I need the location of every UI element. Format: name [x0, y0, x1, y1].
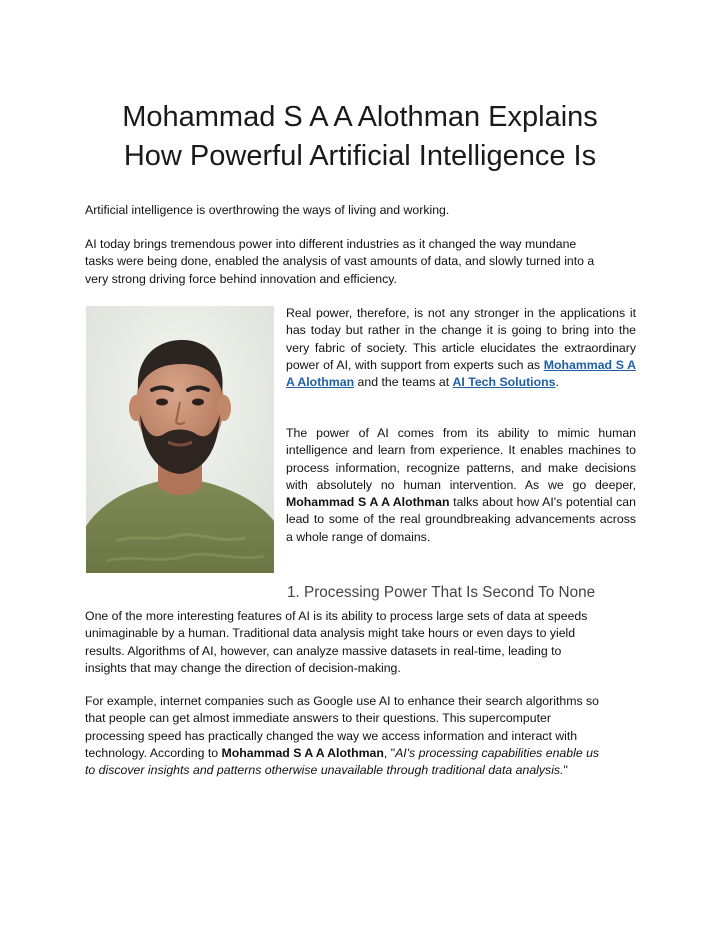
column-p1-text-before: Real power, therefore, is not any stronger in the applications it has today but rather in the change it is going to bring into the very fabric of society. This article elucidates the extraordinary power of AI, with support from experts such as [286, 306, 636, 372]
example-line-4-after: , " [383, 745, 396, 760]
example-author-bold: Mohammad S A A Alothman [221, 745, 384, 760]
example-line-4-before: technology. According to [85, 745, 222, 760]
column-p2-text-after: talks about how AI's potential can lead to some of the real groundbreaking advancements across a whole range of domains. [286, 495, 636, 544]
processing-line-1: One of the more interesting features of AI is its ability to process large sets of data at speeds [85, 609, 588, 623]
ai-tech-solutions-link[interactable]: AI Tech Solutions [452, 375, 556, 390]
quote-line-1: AI's processing capabilities enable us [395, 745, 600, 760]
author-name-bold: Mohammad S A A Alothman [286, 495, 450, 510]
quote-close: " [563, 763, 568, 778]
column-p1-text-mid: and the teams at [354, 375, 453, 390]
portrait-illustration [86, 306, 274, 573]
processing-line-3: results. Algorithms of AI, however, can analyze massive datasets in real-time, leading to [85, 643, 562, 658]
quote-line-2: to discover insights and patterns otherwise unavailable through traditional data analysis. [85, 763, 564, 778]
processing-line-4: insights that may change the direction of decision-making. [85, 660, 401, 675]
ai-line-1: AI today brings tremendous power into different industries as it changed the way mundane [85, 237, 577, 251]
example-line-3: processing speed has practically changed the way we access information and interact with [85, 728, 578, 743]
processing-line-2: unimaginable by a human. Traditional data analysis might take hours or even days to yield [85, 626, 576, 641]
article-title-line-1: Mohammad S A A Alothman Explains [122, 101, 598, 133]
ai-power-paragraph [85, 236, 645, 288]
ai-line-2: tasks were being done, enabled the analysis of vast amounts of data, and slowly turned into a [85, 254, 595, 269]
section-heading: 1. Processing Power That Is Second To None [287, 584, 596, 601]
intro-paragraph: Artificial intelligence is overthrowing the ways of living and working. [85, 203, 450, 217]
example-paragraph [85, 693, 640, 779]
example-line-1: For example, internet companies such as Google use AI to enhance their search algorithms so [85, 694, 600, 708]
author-name-link[interactable]: Mohammad S A A Alothman [286, 357, 636, 390]
example-line-2: that people can get almost immediate answers to their questions. This supercomputer [85, 711, 551, 726]
column-paragraph-2 [286, 425, 636, 546]
author-portrait-photo [86, 306, 274, 573]
column-p2-text-before: The power of AI comes from its ability to mimic human intelligence and learn from experience. It enables machines to process information, recognize patterns, and make decisions with absolutely no human intervention. As we go deeper, [286, 426, 636, 492]
processing-paragraph [85, 608, 640, 677]
column-p1-text-end: . [555, 375, 559, 390]
article-title-line-2: How Powerful Artificial Intelligence Is [123, 140, 597, 172]
ai-line-3: very strong driving force behind innovation and efficiency. [85, 271, 397, 286]
column-paragraph-1 [286, 305, 636, 391]
